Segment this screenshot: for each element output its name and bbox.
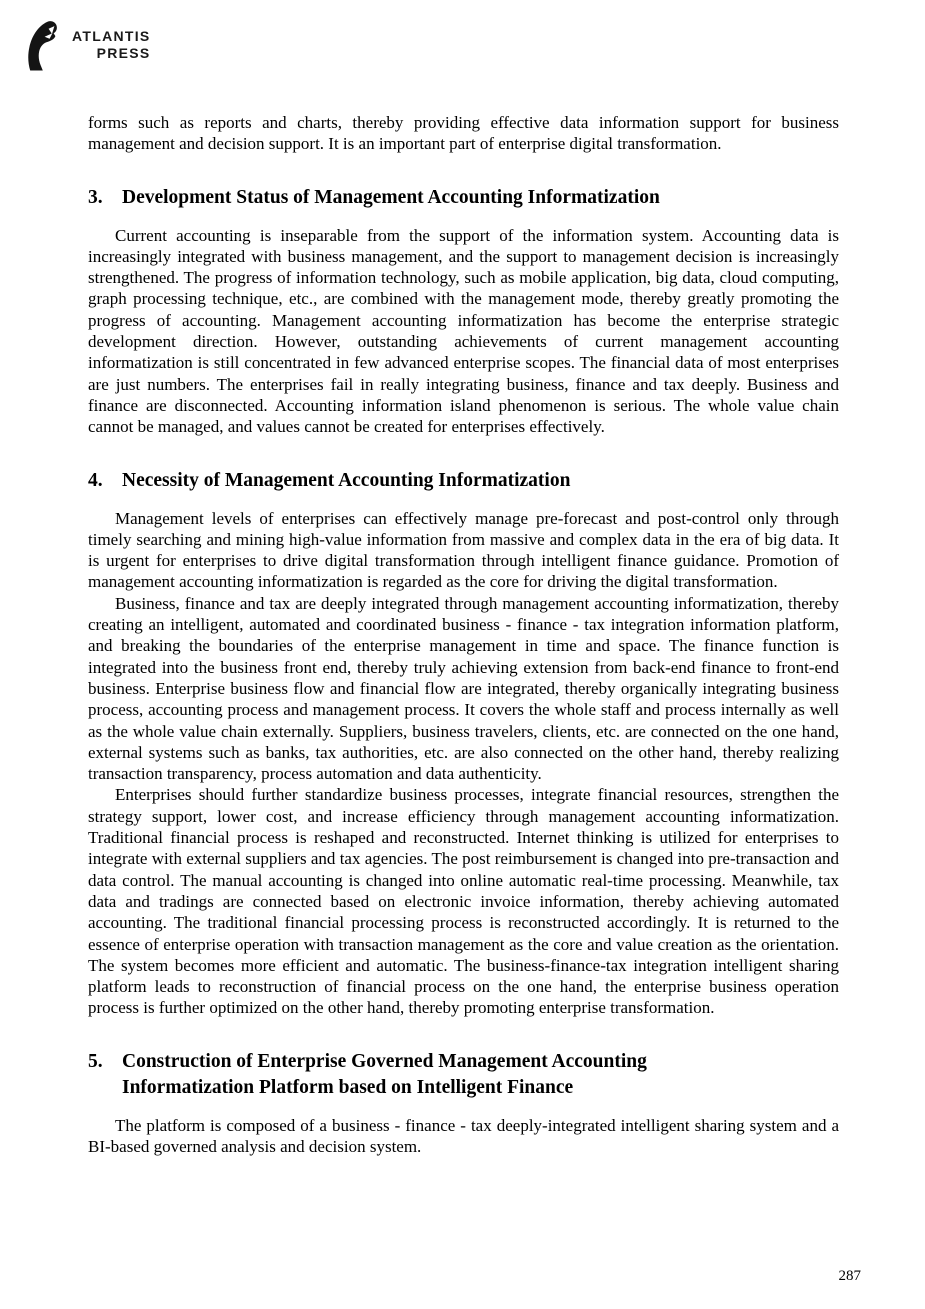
publisher-name	[72, 20, 151, 62]
section-title: Construction of Enterprise Governed Management Accounting Informatization Platform based on Intelligent Finance	[122, 1050, 647, 1098]
paragraph: Enterprises should further standardize business processes, integrate financial resources, strengthen the strategy support, lower cost, and increase efficiency through management accounting informatization. Traditional financial process is reshaped and reconstructed. Internet thinking is utilized for enterprises to integrate with external suppliers and tax agencies. The post reimbursement is changed into pre-transaction and data control. The manual accounting is changed into online automatic real-time processing. Meanwhile, tax data and tradings are connected based on electronic invoice information, thereby achieving automated accounting. The traditional financial processing process is reconstructed accordingly. It is returned to the essence of enterprise operation with transaction management as the core and value creation as the orientation. The system becomes more efficient and automatic. The business-finance-tax integration intelligent sharing platform leads to reconstruction of financial process on the one hand, the enterprise business operation process is further optimized on the other hand, thereby promoting enterprise transformation.	[88, 785, 839, 1018]
logo-text-press: PRESS	[96, 45, 151, 61]
article-body	[88, 112, 839, 1157]
publisher-logo	[27, 20, 151, 71]
section-title: Necessity of Management Accounting Informatization	[122, 469, 571, 491]
section-number: 5.	[88, 1050, 103, 1072]
paragraph: Management levels of enterprises can effectively manage pre-forecast and post-control only through timely searching and mining high-value information from massive and complex data in the era of big data. It is urgent for enterprises to drive digital transformation through intelligent finance guidance. Promotion of management accounting informatization is regarded as the core for driving the digital transformation.	[88, 508, 839, 592]
lead-paragraph: forms such as reports and charts, thereby providing effective data information support for business management and decision support. It is an important part of enterprise digital transformation.	[88, 113, 839, 154]
section-title: Development Status of Management Accounting Informatization	[122, 186, 660, 208]
thinker-icon	[27, 20, 64, 71]
section-number: 3.	[88, 186, 103, 208]
section-4-heading	[88, 468, 839, 494]
page-number: 287	[838, 1268, 861, 1284]
paragraph: The platform is composed of a business - finance - tax deeply-integrated intelligent sharing system and a BI-based governed analysis and decision system.	[88, 1115, 839, 1156]
logo-text-atlantis: ATLANTIS	[72, 28, 151, 44]
paragraph: Current accounting is inseparable from the support of the information system. Accounting data is increasingly integrated with business management, and the support to management decision is increasingly strengthened. The progress of information technology, such as mobile application, big data, cloud computing, graph processing technique, etc., are combined with the management mode, thereby greatly promoting the progress of accounting. Management accounting informatization has become the enterprise strategic development direction. However, outstanding achievements of current management accounting informatization is still concentrated in few advanced enterprise scopes. The financial data of most enterprises are just numbers. The enterprises fail in really integrating business, finance and tax deeply. Business and finance are disconnected. Accounting information island phenomenon is serious. The whole value chain cannot be managed, and values cannot be created for enterprises effectively.	[88, 225, 839, 437]
section-5-heading	[88, 1049, 839, 1101]
section-number: 4.	[88, 469, 103, 491]
paragraph: Business, finance and tax are deeply integrated through management accounting informatization, thereby creating an intelligent, automated and coordinated business - finance - tax integration information platform, and breaking the boundaries of the enterprise management in time and space. The finance function is integrated into the business front end, thereby truly achieving extension from back-end finance to front-end business. Enterprise business flow and financial flow are integrated, thereby organically integrating business process, accounting process and management process. It covers the whole staff and process internally as well as the whole value chain externally. Suppliers, business travelers, clients, etc. are connected on the one hand, external systems such as banks, tax authorities, etc. are also connected on the other hand, thereby realizing transaction transparency, process automation and data authenticity.	[88, 593, 839, 784]
section-3-heading	[88, 185, 839, 211]
